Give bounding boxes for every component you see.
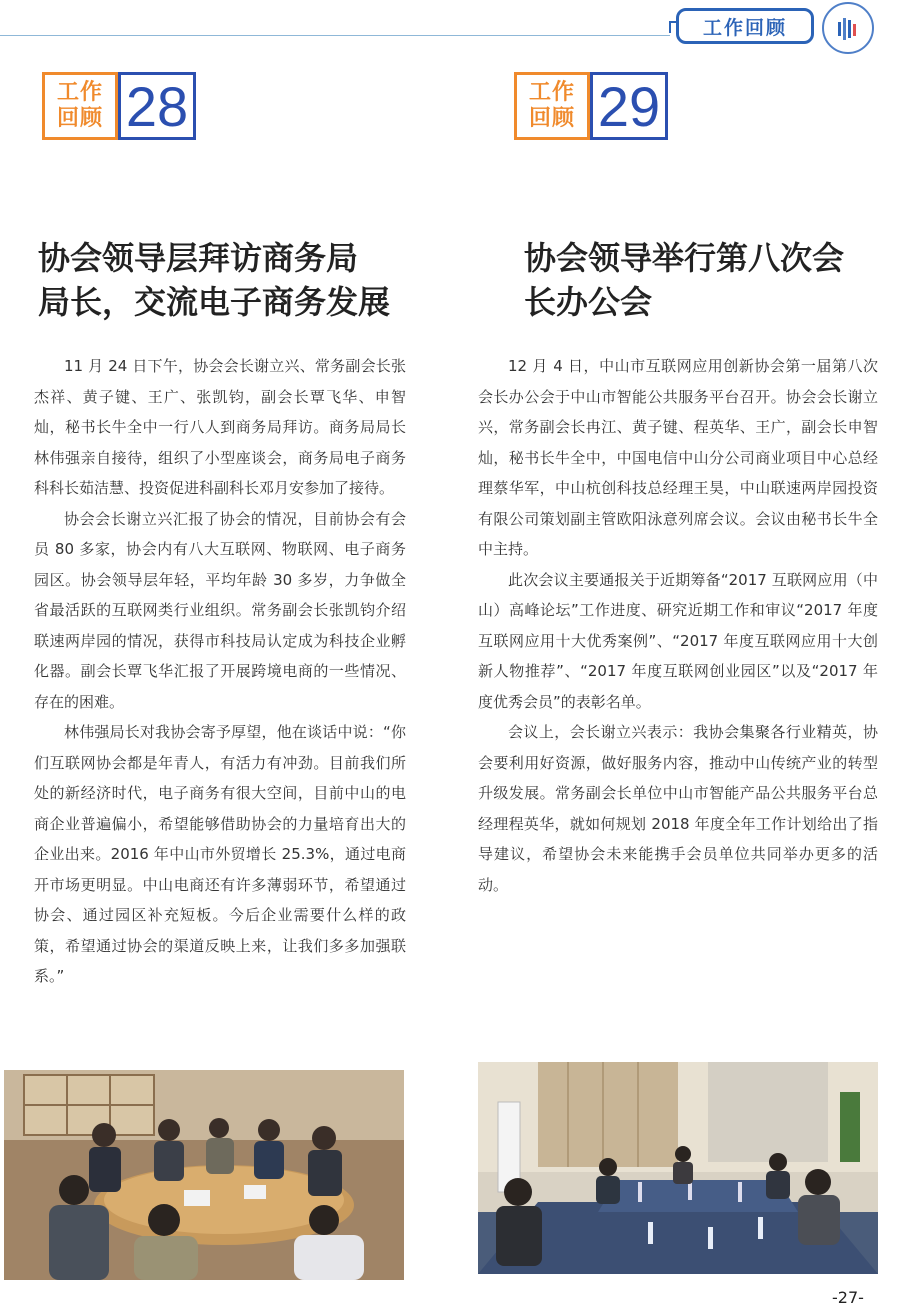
title-line-2: 长办公会: [524, 283, 653, 321]
tag-word-1: 工作: [528, 80, 575, 105]
tag-word-2: 回顾: [528, 106, 575, 131]
paragraph: 此次会议主要通报关于近期筹备“2017 互联网应用（中山）高峰论坛”工作进度、研究近期工作和审议“2017 年度互联网应用十大优秀案例”、“2017 年度互联网应用十大创新人物推荐”、“2017 年度互联网创业园区”以及“2017 年度优秀会员”的表彰名单。: [478, 570, 878, 711]
paragraph: 12 月 4 日，中山市互联网应用创新协会第一届第八次会长办公会于中山市智能公共服务平台召开。协会会长谢立兴，常务副会长冉江、黄子键、程英华、王广，副会长申智灿，秘书长牛全中，中国电信中山分公司商业项目中心总经理蔡华军，中山杭创科技总经理王昊，中山联速两岸园投资有限公司策划副主管欧阳泳意列席会议。会议由秘书长牛全中主持。: [478, 357, 878, 558]
article-28-body: [34, 351, 406, 992]
section-badge-label: 工作回顾: [702, 16, 787, 39]
tag-number: 28: [125, 74, 189, 138]
meeting-photo-office-meeting: [478, 1062, 878, 1274]
tag-number-box: [590, 72, 668, 140]
tag-number-box: [118, 72, 196, 140]
tag-label-box: [42, 72, 118, 140]
article-29-title: [524, 236, 844, 324]
header-rule: [0, 35, 670, 36]
title-line-2: 局长，交流电子商务发展: [38, 283, 391, 321]
paragraph: 协会会长谢立兴汇报了协会的情况，目前协会有会员 80 多家，协会内有八大互联网、物联网、电子商务园区。协会领导层年轻，平均年龄 30 多岁，力争做全省最活跃的互联网类行业组织。常务副会长张凯钧介绍联速两岸园的情况，获得市科技局认定成为科技企业孵化器。副会长覃飞华汇报了开展跨境电商的一些情况、存在的困难。: [34, 509, 406, 711]
tag-word-2: 回顾: [56, 106, 103, 131]
title-line-1: 协会领导举行第八次会: [524, 239, 845, 277]
tag-word-1: 工作: [56, 80, 103, 105]
article-29-body: [478, 351, 878, 900]
paragraph: 会议上，会长谢立兴表示：我协会集聚各行业精英，协会要利用好资源，做好服务内容，推动中山传统产业的转型升级发展。常务副会长单位中山市智能产品公共服务平台总经理程英华，就如何规划 2018 年度全年工作计划给出了指导建议，希望协会未来能携手会员单位共同举办更多的活动。: [478, 723, 878, 894]
tag-label-box: [514, 72, 590, 140]
meeting-photo-commerce-bureau: [4, 1070, 404, 1280]
page-number: -27-: [832, 1288, 864, 1307]
section-badge: [676, 8, 814, 44]
article-29-tag: [514, 72, 668, 140]
article-28-title: [38, 236, 390, 324]
article-28-tag: [42, 72, 196, 140]
paragraph: 11 月 24 日下午，协会会长谢立兴、常务副会长张杰祥、黄子键、王广、张凯钧，副会长覃飞华、申智灿，秘书长牛全中一行八人到商务局拜访。商务局局长林伟强亲自接待，组织了小型座谈会，商务局电子商务科科长茹洁慧、投资促进科副科长邓月安参加了接待。: [34, 357, 406, 497]
paragraph: 林伟强局长对我协会寄予厚望，他在谈话中说：“你们互联网协会都是年青人，有活力有冲劲。目前我们所处的新经济时代，电子商务有很大空间，目前中山的电商企业普遍偏小，希望能够借助协会的力量培育出大的企业出来。2016 年中山市外贸增长 25.3%，通过电商开市场更明显。中山电商还有许多薄弱环节，希望通过协会、通过园区补充短板。今后企业需要什么样的政策，希望通过协会的渠道反映上来，让我们多多加强联系。”: [34, 723, 406, 985]
tag-number: 29: [597, 74, 661, 138]
association-logo-icon: [822, 2, 874, 54]
title-line-1: 协会领导层拜访商务局: [38, 239, 359, 277]
